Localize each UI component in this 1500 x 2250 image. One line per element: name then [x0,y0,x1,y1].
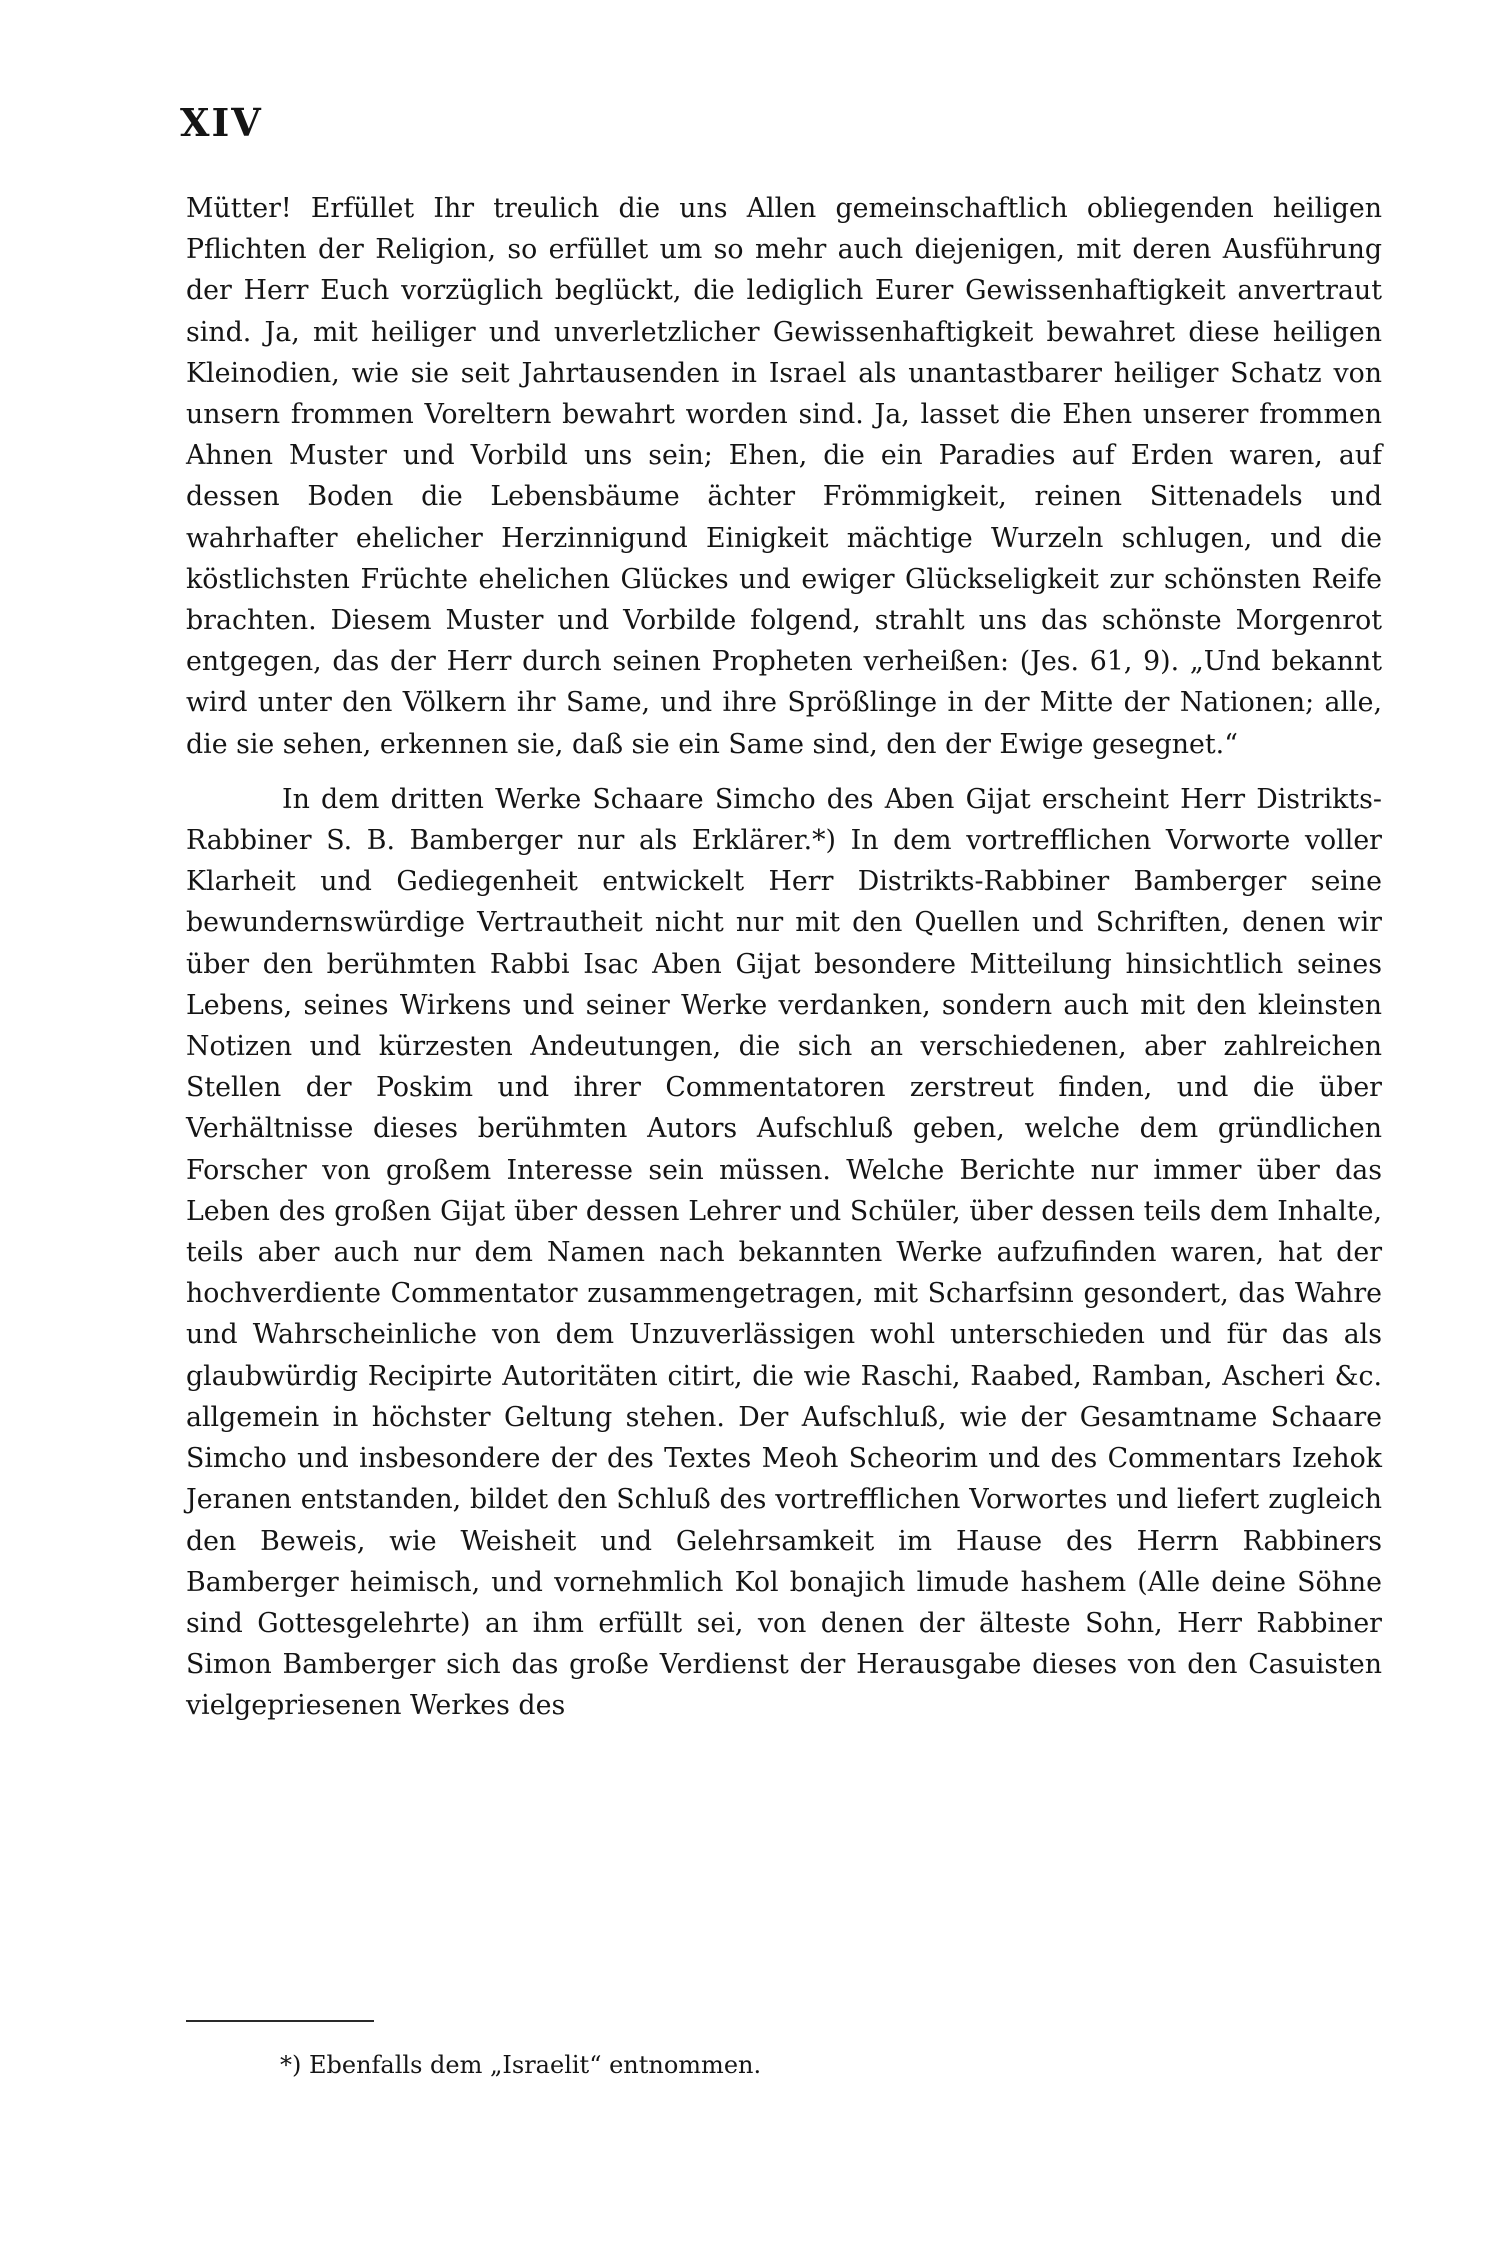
paragraph-exhortation: Mütter! Erfüllet Ihr treulich die uns Allen gemeinschaftlich obliegenden heiligen Pflichten der Religion, so erfüllet um so mehr auch diejenigen, mit deren Ausführung der Herr Euch vorzüglich beglückt, die lediglich Eurer Gewissenhaftigkeit anvertraut sind. Ja, mit heiliger und unverletzlicher Gewissenhaftigkeit bewahret diese heiligen Kleinodien, wie sie seit Jahrtausenden in Israel als unantastbarer heiliger Schatz von unsern frommen Voreltern bewahrt worden sind. Ja, lasset die Ehen unserer frommen Ahnen Muster und Vorbild uns sein; Ehen, die ein Paradies auf Erden waren, auf dessen Boden die Lebensbäume ächter Frömmigkeit, reinen Sittenadels und wahrhafter ehelicher Herzinnigund Einigkeit mächtige Wurzeln schlugen, und die köstlichsten Früchte ehelichen Glückes und ewiger Glückseligkeit zur schönsten Reife brachten. Diesem Muster und Vorbilde folgend, strahlt uns das schönste Morgenrot entgegen, das der Herr durch seinen Propheten verheißen: (Jes. 61, 9). „Und bekannt wird unter den Völkern ihr Same, und ihre Sprößlinge in der Mitte der Nationen; alle, die sie sehen, erkennen sie, daß sie ein Same sind, den der Ewige gesegnet.“ [186,193,1382,760]
footnote: *) Ebenfalls dem „Israelit“ entnommen. [280,2051,762,2079]
page-number: XIV [180,100,263,145]
paragraph-schaare-simcho: In dem dritten Werke Schaare Simcho des Aben Gijat erscheint Herr Distrikts-Rabbiner S. B. Bamberger nur als Erklärer.*) In dem vortrefflichen Vorworte voller Klarheit und Gediegenheit entwickelt Herr Distrikts-Rabbiner Bamberger seine bewundernswürdige Vertrautheit nicht nur mit den Quellen und Schriften, denen wir über den berühmten Rabbi Isac Aben Gijat besondere Mitteilung hinsichtlich seines Lebens, seines Wirkens und seiner Werke verdanken, sondern auch mit den kleinsten Notizen und kürzesten Andeutungen, die sich an verschiedenen, aber zahlreichen Stellen der Poskim und ihrer Commentatoren zerstreut finden, und die über Verhältnisse dieses berühmten Autors Aufschluß geben, welche dem gründlichen Forscher von großem Interesse sein müssen. Welche Berichte nur immer über das Leben des großen Gijat über dessen Lehrer und Schüler, über dessen teils dem Inhalte, teils aber auch nur dem Namen nach bekannten Werke aufzufinden waren, hat der hochverdiente Commentator zusammengetragen, mit Scharfsinn gesondert, das Wahre und Wahrscheinliche von dem Unzuverlässigen wohl unterschieden und für das als glaubwürdig Recipirte Autoritäten citirt, die wie Raschi, Raabed, Ramban, Ascheri &c. allgemein in höchster Geltung stehen. Der Aufschluß, wie der Gesamtname Schaare Simcho und insbesondere der des Textes Meoh Scheorim und des Commentars Izehok Jeranen entstanden, bildet den Schluß des vortrefflichen Vorwortes und liefert zugleich den Beweis, wie Weisheit und Gelehrsamkeit im Hause des Herrn Rabbiners Bamberger heimisch, und vornehmlich Kol bonajich limude hashem (Alle deine Söhne sind Gottesgelehrte) an ihm erfüllt sei, von denen der älteste Sohn, Herr Rabbiner Simon Bamberger sich das große Verdienst der Herausgabe dieses von den Casuisten vielgepriesenen Werkes des [186,783,1382,1722]
body-text [186,188,1382,1727]
footnote-divider [186,2020,374,2022]
